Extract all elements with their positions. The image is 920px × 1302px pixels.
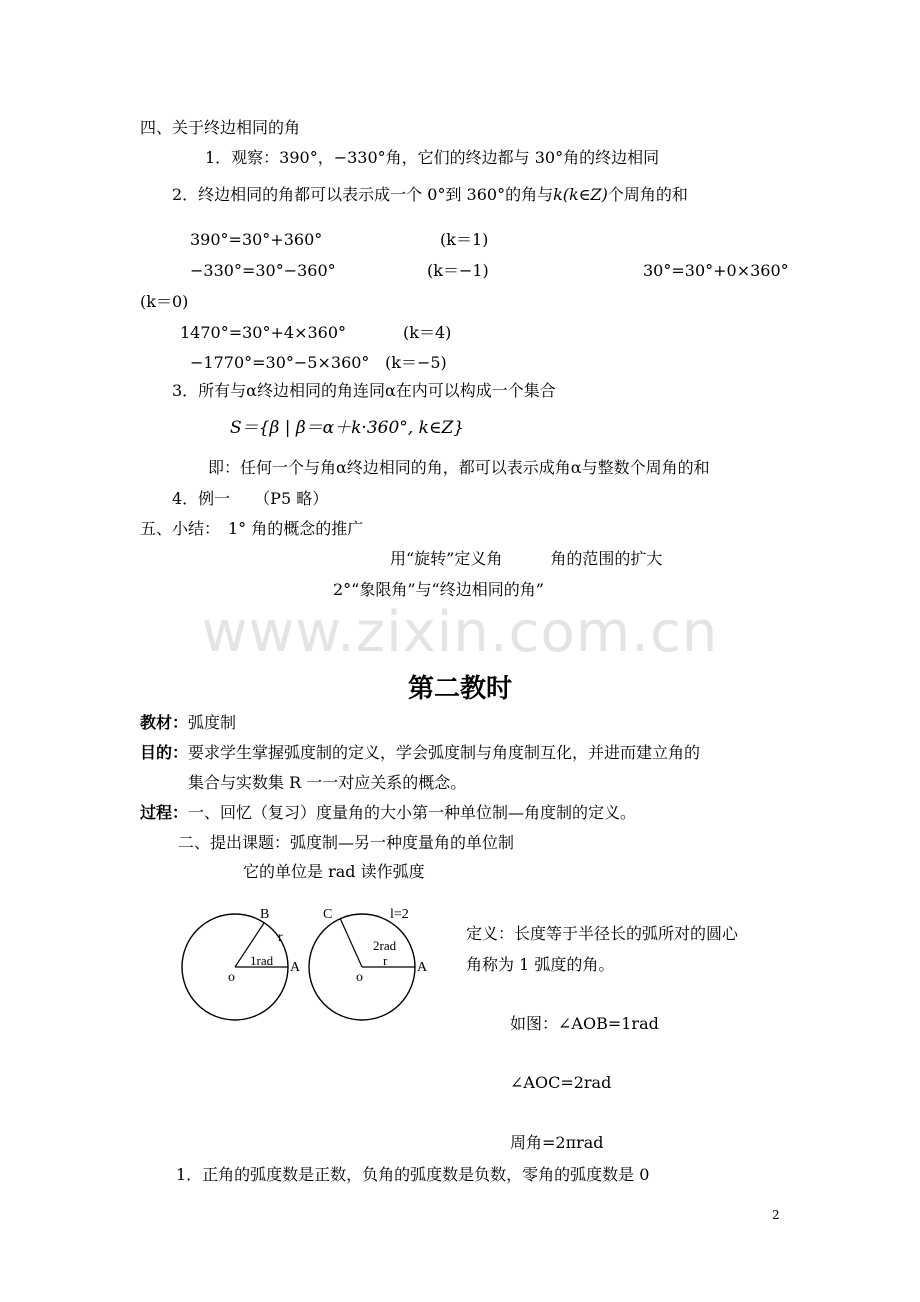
item4-example: 4．例一 （P5 略） — [172, 489, 329, 508]
equation-3-k: (k＝0) — [140, 292, 189, 311]
item2: 2．终边相同的角都可以表示成一个 0°到 360°的角与k(k∈Z)个周角的和 — [172, 185, 688, 204]
lesson-title: 第二教时 — [407, 674, 512, 704]
equation-3: 30°=30°+0×360° — [643, 261, 789, 280]
equation-1: 390°=30°+360° — [190, 230, 323, 249]
process-line-1: 过程：一、回忆（复习）度量角的大小第一种单位制—角度制的定义。 — [140, 803, 637, 822]
label-b: B — [260, 907, 270, 922]
label-o-2: o — [356, 970, 363, 985]
item2-math: k(k∈Z) — [553, 185, 608, 204]
watermark: www.zixin.com.cn — [201, 600, 719, 665]
example-full-angle: 周角=2πrad — [510, 1133, 604, 1152]
process-line-3: 它的单位是 rad 读作弧度 — [243, 862, 425, 881]
item1-observe: 1．观察：390°，−330°角，它们的终边都与 30°角的终边相同 — [205, 148, 660, 167]
circle-2-radius-c — [340, 918, 362, 967]
label-l2: l=2 — [390, 907, 409, 922]
label-r-1: r — [278, 930, 283, 945]
equation-4: 1470°=30°+4×360° — [180, 323, 347, 342]
label-r-2: r — [383, 953, 388, 968]
point-1: 1．正角的弧度数是正数，负角的弧度数是负数，零角的弧度数是 0 — [176, 1165, 650, 1184]
label-1rad: 1rad — [250, 953, 274, 968]
equation-2: −330°=30°−360° — [190, 261, 336, 280]
material-line: 教材：弧度制 — [140, 713, 237, 732]
label-a-2: A — [417, 960, 428, 975]
summary-line-2: 用“旋转”定义角 角的范围的扩大 — [390, 549, 663, 568]
label-2rad: 2rad — [373, 938, 397, 953]
page-number: 2 — [772, 1208, 780, 1222]
example-aoc: ∠AOC=2rad — [510, 1073, 612, 1092]
summary-line-3: 2°“象限角”与“终边相同的角” — [333, 580, 544, 599]
section4-heading: 四、关于终边相同的角 — [140, 118, 301, 137]
goal-line-2: 集合与实数集 R 一一对应关系的概念。 — [188, 773, 467, 792]
definition-line-2: 角称为 1 弧度的角。 — [466, 955, 615, 974]
label-c: C — [323, 907, 333, 922]
set-formula: S＝{β | β＝α＋k·360°, k∈Z} — [230, 418, 465, 438]
section5-heading: 五、小结： 1° 角的概念的推广 — [140, 519, 364, 538]
process-label: 过程： — [140, 803, 189, 822]
item3-note: 即：任何一个与角α终边相同的角，都可以表示成角α与整数个周角的和 — [208, 458, 710, 477]
equation-2-k: (k＝−1) — [427, 261, 489, 280]
definition-line-1: 定义：长度等于半径长的弧所对的圆心 — [466, 924, 739, 943]
equation-5-k: (k＝−5) — [385, 353, 447, 372]
radian-figure — [170, 895, 460, 1025]
process-line-2: 二、提出课题：弧度制—另一种度量角的单位制 — [178, 833, 515, 852]
equation-5: −1770°=30°−5×360° — [190, 353, 370, 372]
material-label: 教材： — [140, 713, 189, 732]
label-o-1: o — [228, 970, 235, 985]
goal-line-1: 目的：要求学生掌握弧度制的定义，学会弧度制与角度制互化，并进而建立角的 — [140, 743, 701, 762]
item3: 3．所有与α终边相同的角连同α在内可以构成一个集合 — [172, 381, 556, 400]
goal-label: 目的： — [140, 743, 189, 762]
example-aob: 如图：∠AOB=1rad — [510, 1014, 659, 1033]
label-a-1: A — [290, 960, 301, 975]
equation-1-k: (k＝1) — [440, 230, 489, 249]
equation-4-k: (k＝4) — [403, 323, 452, 342]
